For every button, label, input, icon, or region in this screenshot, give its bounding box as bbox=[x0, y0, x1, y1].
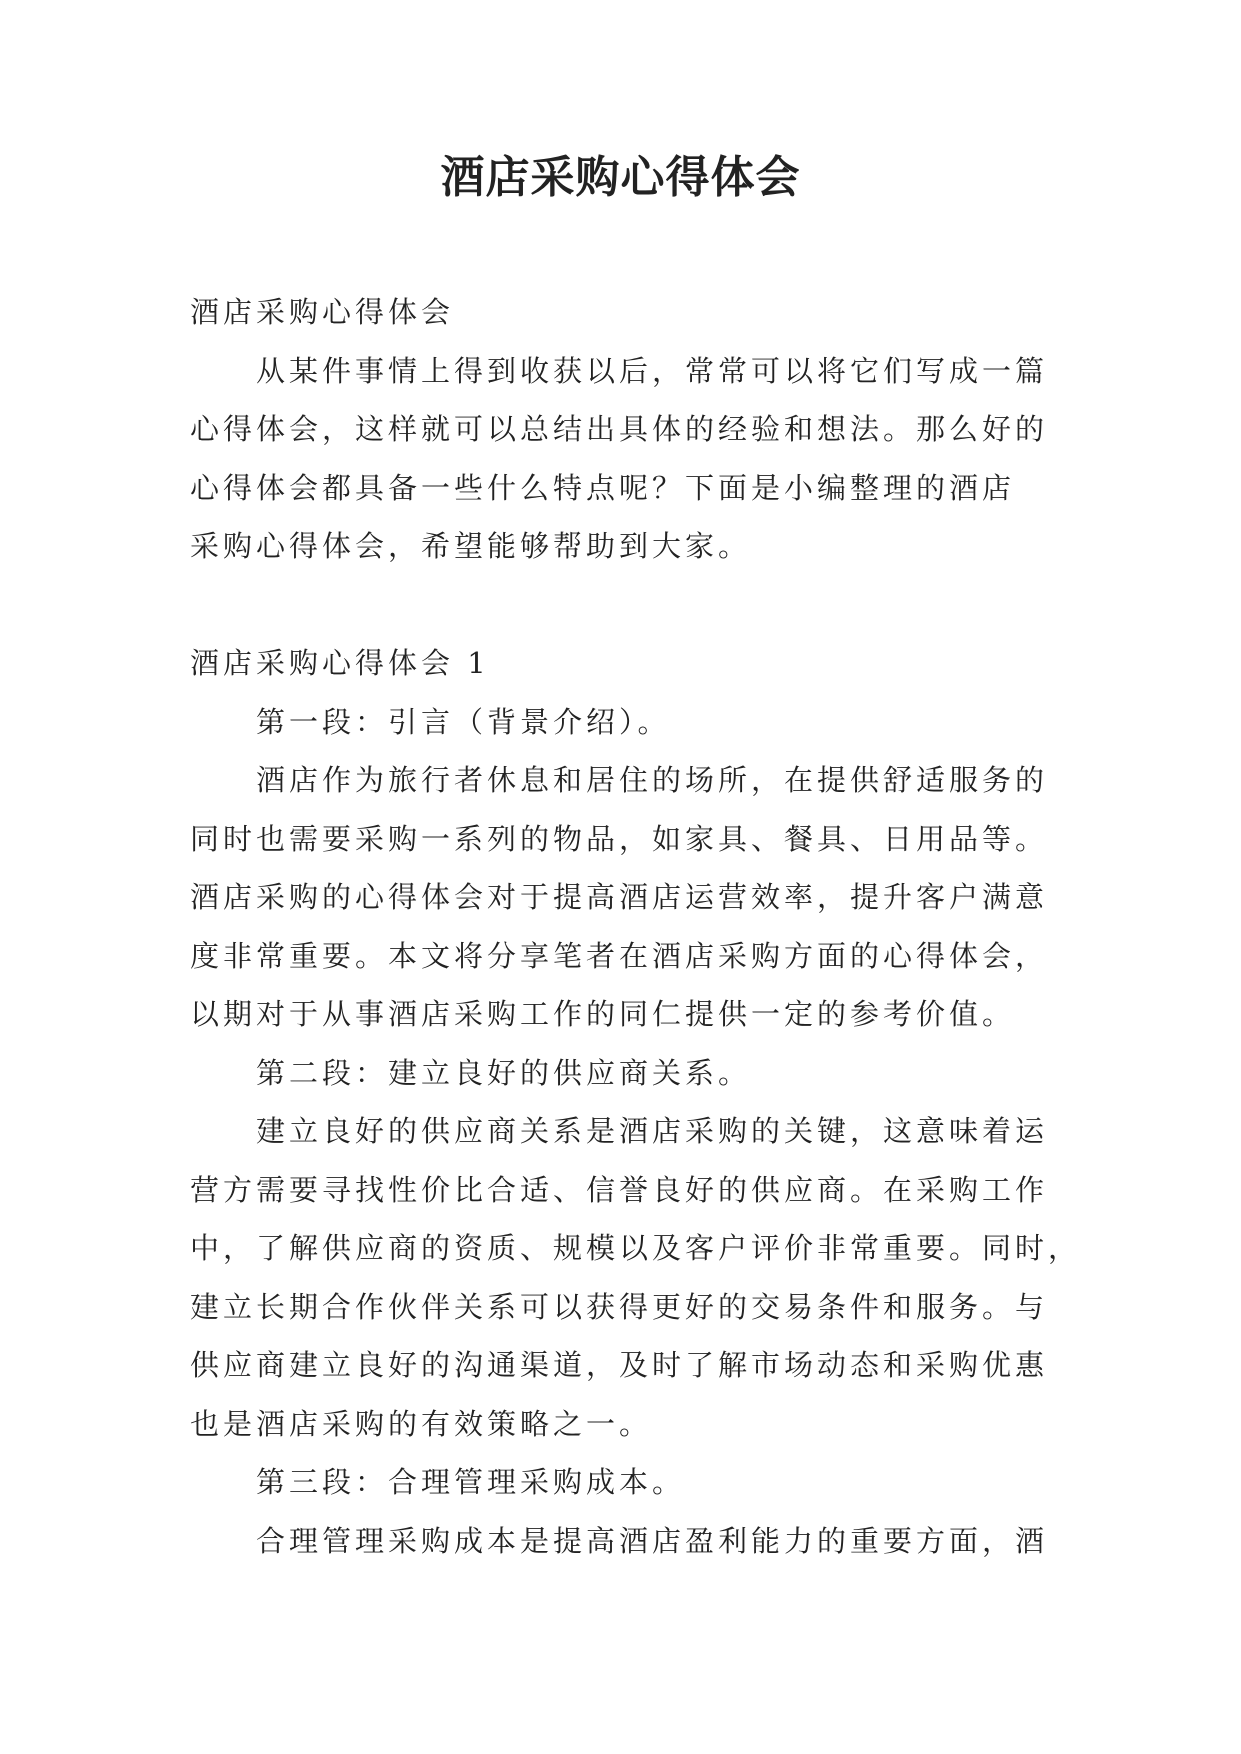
paragraph-line: 也是酒店采购的有效策略之一。 bbox=[190, 1406, 653, 1441]
paragraph-line: 中，了解供应商的资质、规模以及客户评价非常重要。同时， bbox=[190, 1231, 1082, 1265]
subsection-heading: 第二段：建立良好的供应商关系。 bbox=[190, 1055, 752, 1090]
paragraph-line: 以期对于从事酒店采购工作的同仁提供一定的参考价值。 bbox=[190, 997, 1016, 1031]
body-paragraph bbox=[190, 751, 1060, 1044]
intro-paragraph bbox=[190, 342, 1060, 576]
paragraph-line: 供应商建立良好的沟通渠道，及时了解市场动态和采购优惠 bbox=[190, 1348, 1049, 1382]
paragraph-line: 心得体会，这样就可以总结出具体的经验和想法。那么好的 bbox=[190, 412, 1049, 446]
paragraph-line: 合理管理采购成本是提高酒店盈利能力的重要方面，酒 bbox=[190, 1523, 1049, 1558]
paragraph-line: 建立良好的供应商关系是酒店采购的关键，这意味着运 bbox=[190, 1114, 1049, 1148]
paragraph-line: 建立长期合作伙伴关系可以获得更好的交易条件和服务。与 bbox=[190, 1289, 1049, 1324]
paragraph-line: 度非常重要。本文将分享笔者在酒店采购方面的心得体会， bbox=[190, 938, 1049, 973]
body-paragraph bbox=[190, 1102, 1082, 1453]
section-heading: 酒店采购心得体会 1 bbox=[190, 646, 490, 680]
paragraph-line: 酒店采购的心得体会对于提高酒店运营效率，提升客户满意 bbox=[190, 880, 1049, 914]
paragraph-line: 酒店作为旅行者休息和居住的场所，在提供舒适服务的 bbox=[190, 763, 1049, 797]
paragraph-line: 从某件事情上得到收获以后，常常可以将它们写成一篇 bbox=[190, 353, 1049, 388]
document-title: 酒店采购心得体会 bbox=[440, 152, 801, 203]
blank-line bbox=[190, 576, 1060, 635]
paragraph-line: 同时也需要采购一系列的物品，如家具、餐具、日用品等。 bbox=[190, 821, 1049, 856]
body-paragraph bbox=[190, 1512, 1060, 1571]
intro-heading: 酒店采购心得体会 bbox=[190, 295, 455, 329]
document-body bbox=[190, 283, 1082, 1570]
subsection-heading: 第三段：合理管理采购成本。 bbox=[190, 1465, 686, 1499]
paragraph-line: 营方需要寻找性价比合适、信誉良好的供应商。在采购工作 bbox=[190, 1172, 1049, 1207]
subsection-heading: 第一段：引言（背景介绍）。 bbox=[190, 704, 671, 739]
paragraph-line: 心得体会都具备一些什么特点呢？下面是小编整理的酒店 bbox=[190, 470, 1016, 505]
paragraph-line: 采购心得体会，希望能够帮助到大家。 bbox=[190, 529, 752, 563]
